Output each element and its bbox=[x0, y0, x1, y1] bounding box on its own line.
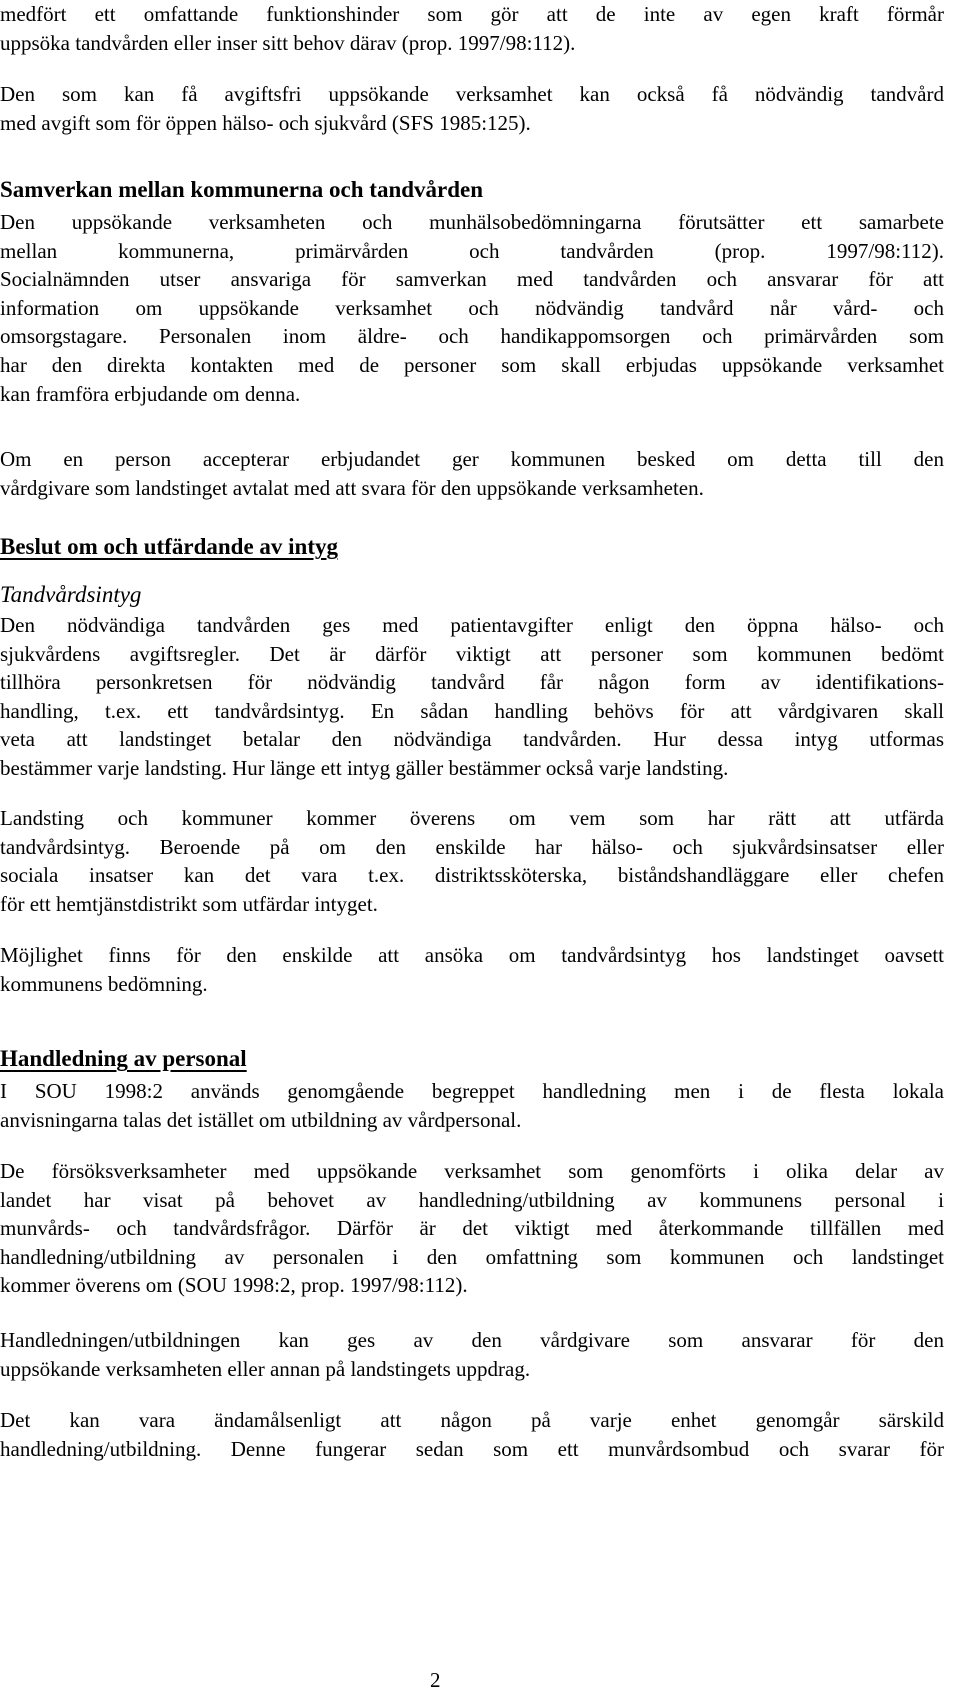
section-heading-samverkan: Samverkan mellan kommunerna och tandvården bbox=[0, 177, 484, 202]
paragraph-beslut-3 bbox=[0, 941, 944, 998]
text-line: vårdgivare som landstinget avtalat med att svara för den uppsökande verksamheten. bbox=[0, 475, 704, 500]
text-line: kommunens bedömning. bbox=[0, 971, 208, 996]
text-line: mellan kommunerna, primärvården och tandvården (prop. 1997/98:112). bbox=[0, 238, 944, 263]
text-line: Möjlighet finns för den enskilde att ansöka om tandvårdsintyg hos landstinget oavsett bbox=[0, 943, 944, 967]
text-line: omsorgstagare. Personalen inom äldre- och handikappomsorgen och primärvården som bbox=[0, 324, 944, 349]
text-line: munvårds- och tandvårdsfrågor. Därför är det viktigt med återkommande tillfällen med bbox=[0, 1216, 944, 1241]
text-line: har den direkta kontakten med de personer som skall erbjudas uppsökande verksamhet bbox=[0, 352, 944, 377]
text-line: sjukvårdens avgiftsregler. Det är därför viktigt att personer som kommunen bedömt bbox=[0, 641, 944, 666]
text-line: tillhöra personkretsen för nödvändig tandvård får någon form av identifikations- bbox=[0, 670, 944, 695]
paragraph-samverkan-2 bbox=[0, 445, 944, 502]
text-line: De försöksverksamheter med uppsökande verksamhet som genomförts i olika delar av bbox=[0, 1159, 944, 1183]
paragraph-avgiftsfri bbox=[0, 80, 944, 137]
text-line: tandvårdsintyg. Beroende på om den enskilde har hälso- och sjukvårdsinsatser eller bbox=[0, 834, 944, 859]
text-line: veta att landstinget betalar den nödvändiga tandvården. Hur dessa intyg utformas bbox=[0, 727, 944, 752]
text-line: Den som kan få avgiftsfri uppsökande verksamhet kan också få nödvändig tandvård bbox=[0, 82, 944, 106]
text-line: handledning/utbildning av personalen i den omfattning som kommunen och landstinget bbox=[0, 1244, 944, 1269]
text-line: Det kan vara ändamålsenligt att någon på varje enhet genomgår särskild bbox=[0, 1408, 944, 1432]
text-line: medfört ett omfattande funktionshinder som gör att de inte av egen kraft förmår bbox=[0, 2, 944, 26]
text-line: anvisningarna talas det istället om utbildning av vårdpersonal. bbox=[0, 1107, 522, 1132]
text-line: kommer överens om (SOU 1998:2, prop. 1997/98:112). bbox=[0, 1273, 468, 1298]
text-line: landet har visat på behovet av handledning/utbildning av kommunens personal i bbox=[0, 1187, 944, 1212]
text-line: uppsöka tandvården eller inser sitt behov därav (prop. 1997/98:112). bbox=[0, 30, 576, 55]
text-line: Handledningen/utbildningen kan ges av den vårdgivare som ansvarar för den bbox=[0, 1328, 944, 1352]
text-line: Den nödvändiga tandvården ges med patientavgifter enligt den öppna hälso- och bbox=[0, 613, 944, 637]
text-line: kan framföra erbjudande om denna. bbox=[0, 381, 301, 406]
paragraph-handledning-3 bbox=[0, 1326, 944, 1383]
text-line: Om en person accepterar erbjudandet ger kommunen besked om detta till den bbox=[0, 447, 944, 471]
paragraph-handledning-2 bbox=[0, 1157, 944, 1300]
paragraph-samverkan-1 bbox=[0, 208, 944, 408]
text-line: Landsting och kommuner kommer överens om vem som har rätt att utfärda bbox=[0, 806, 944, 830]
section-heading-beslut: Beslut om och utfärdande av intyg bbox=[0, 534, 338, 559]
text-line: Den uppsökande verksamheten och munhälsobedömningarna förutsätter ett samarbete bbox=[0, 210, 944, 234]
subheading-tandvardsintyg: Tandvårdsintyg bbox=[0, 582, 142, 607]
text-line: information om uppsökande verksamhet och nödvändig tandvård når vård- och bbox=[0, 295, 944, 320]
text-line: för ett hemtjänstdistrikt som utfärdar intyget. bbox=[0, 891, 378, 916]
text-line: I SOU 1998:2 används genomgående begreppet handledning men i de flesta lokala bbox=[0, 1079, 944, 1103]
text-line: Socialnämnden utser ansvariga för samverkan med tandvården och ansvarar för att bbox=[0, 267, 944, 292]
paragraph-beslut-2 bbox=[0, 804, 944, 918]
intro-paragraph bbox=[0, 0, 944, 57]
text-line: bestämmer varje landsting. Hur länge ett intyg gäller bestämmer också varje landsting. bbox=[0, 755, 729, 780]
text-line: handledning/utbildning. Denne fungerar sedan som ett munvårdsombud och svarar för bbox=[0, 1436, 944, 1461]
paragraph-beslut-1 bbox=[0, 611, 944, 783]
page-number: 2 bbox=[430, 1668, 441, 1692]
text-line: med avgift som för öppen hälso- och sjukvård (SFS 1985:125). bbox=[0, 110, 531, 135]
text-line: uppsökande verksamheten eller annan på landstingets uppdrag. bbox=[0, 1356, 531, 1381]
paragraph-handledning-4 bbox=[0, 1406, 944, 1463]
text-line: sociala insatser kan det vara t.ex. distriktssköterska, biståndshandläggare eller chefen bbox=[0, 863, 944, 888]
section-heading-handledning: Handledning av personal bbox=[0, 1046, 247, 1071]
text-line: handling, t.ex. ett tandvårdsintyg. En sådan handling behövs för att vårdgivaren skall bbox=[0, 698, 944, 723]
paragraph-handledning-1 bbox=[0, 1077, 944, 1134]
